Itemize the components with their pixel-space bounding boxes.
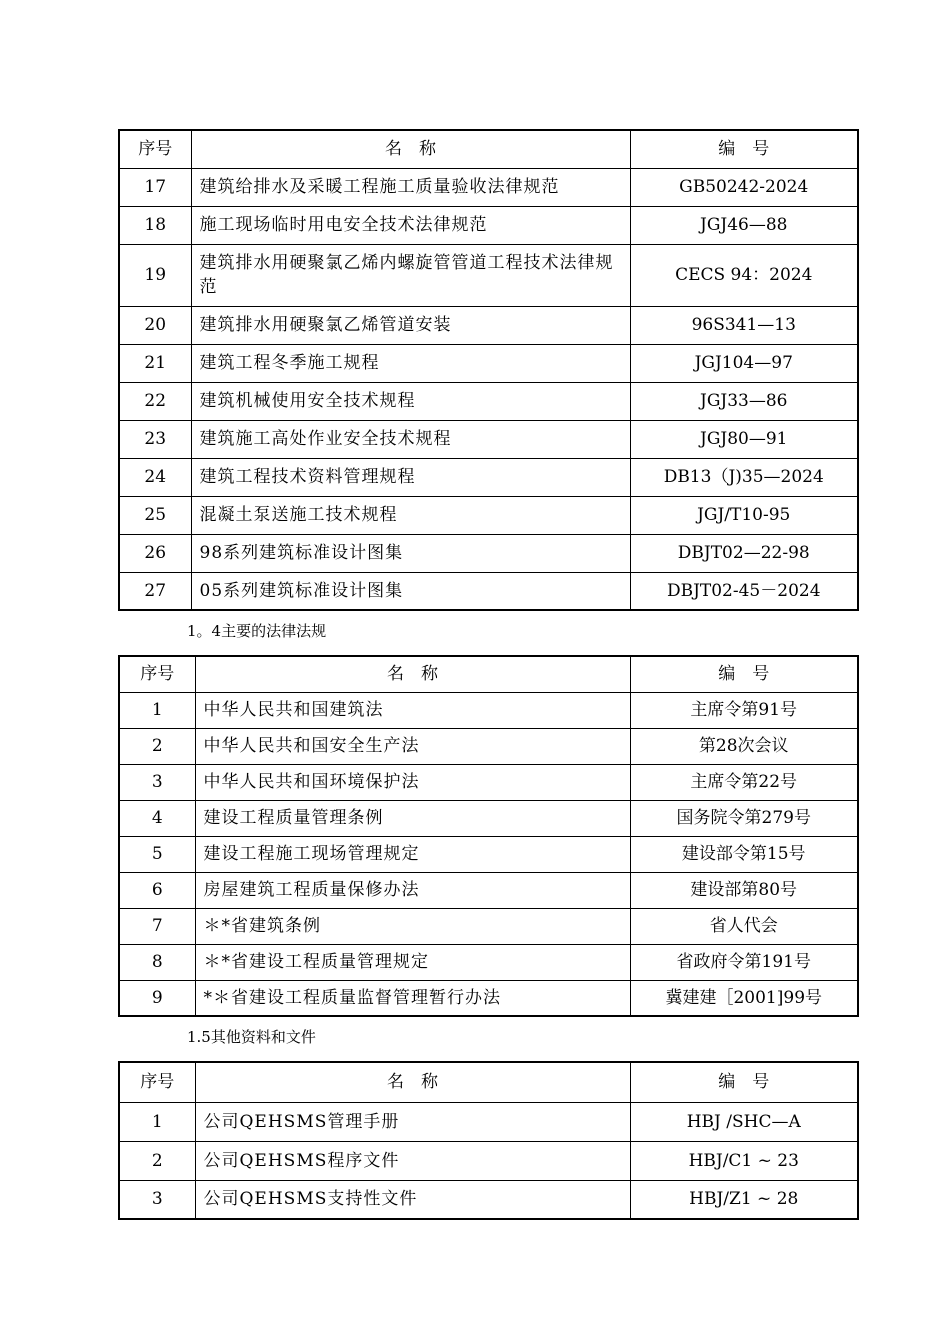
table-row (119, 944, 858, 980)
row-no: 4 (119, 800, 195, 836)
row-code: 省政府令第191号 (630, 944, 858, 980)
table-row (119, 908, 858, 944)
header-name: 名 称 (195, 656, 630, 692)
row-name: ＊*省建设工程质量管理规定 (195, 944, 630, 980)
table-row (119, 382, 858, 420)
row-code: GB50242-2024 (630, 168, 858, 206)
table-header-row (119, 656, 858, 692)
table-row (119, 764, 858, 800)
table-row (119, 872, 858, 908)
header-name: 名 称 (195, 1062, 630, 1102)
row-no: 1 (119, 692, 195, 728)
row-code: 主席令第22号 (630, 764, 858, 800)
row-code: JGJ104—97 (630, 344, 858, 382)
row-no: 6 (119, 872, 195, 908)
table-row (119, 980, 858, 1016)
row-no: 9 (119, 980, 195, 1016)
table-row (119, 728, 858, 764)
row-name: 建设工程施工现场管理规定 (195, 836, 630, 872)
row-name: 公司QEHSMS管理手册 (195, 1102, 630, 1141)
row-name: 混凝土泵送施工技术规程 (191, 496, 630, 534)
table-row (119, 572, 858, 610)
table-row (119, 800, 858, 836)
row-code: 国务院令第279号 (630, 800, 858, 836)
row-code: CECS 94：2024 (630, 244, 858, 306)
row-code: JGJ33—86 (630, 382, 858, 420)
table-row (119, 306, 858, 344)
table-row (119, 420, 858, 458)
row-name: 中华人民共和国建筑法 (195, 692, 630, 728)
row-name: 建设工程质量管理条例 (195, 800, 630, 836)
row-code: DB13（J)35—2024 (630, 458, 858, 496)
table-row (119, 344, 858, 382)
row-code: 建设部令第15号 (630, 836, 858, 872)
row-no: 1 (119, 1102, 195, 1141)
row-no: 5 (119, 836, 195, 872)
row-name: 建筑给排水及采暖工程施工质量验收法律规范 (191, 168, 630, 206)
table-row (119, 168, 858, 206)
row-name: 中华人民共和国安全生产法 (195, 728, 630, 764)
row-name: ＊*省建筑条例 (195, 908, 630, 944)
header-no: 序号 (119, 656, 195, 692)
row-code: HBJ /SHC—A (630, 1102, 858, 1141)
table-row (119, 1141, 858, 1180)
row-code: 省人代会 (630, 908, 858, 944)
row-code: 96S341—13 (630, 306, 858, 344)
row-no: 24 (119, 458, 191, 496)
row-no: 21 (119, 344, 191, 382)
header-no: 序号 (119, 130, 191, 168)
table-row (119, 244, 858, 306)
row-code: 冀建建［2001]99号 (630, 980, 858, 1016)
company-docs-table (118, 1061, 859, 1220)
standards-table (118, 129, 859, 611)
row-name: 建筑机械使用安全技术规程 (191, 382, 630, 420)
row-no: 26 (119, 534, 191, 572)
row-code: JGJ/T10-95 (630, 496, 858, 534)
row-name: 建筑工程技术资料管理规程 (191, 458, 630, 496)
row-no: 17 (119, 168, 191, 206)
header-name: 名 称 (191, 130, 630, 168)
row-no: 25 (119, 496, 191, 534)
table-row (119, 1180, 858, 1219)
table-row (119, 206, 858, 244)
row-name: 公司QEHSMS程序文件 (195, 1141, 630, 1180)
row-name: 98系列建筑标准设计图集 (191, 534, 630, 572)
row-name: 建筑工程冬季施工规程 (191, 344, 630, 382)
row-code: HBJ/C1 ~ 23 (630, 1141, 858, 1180)
table-row (119, 496, 858, 534)
row-no: 7 (119, 908, 195, 944)
table-header-row (119, 1062, 858, 1102)
row-name: 公司QEHSMS支持性文件 (195, 1180, 630, 1219)
table-row (119, 534, 858, 572)
row-code: JGJ46—88 (630, 206, 858, 244)
table-row (119, 1102, 858, 1141)
table-row (119, 458, 858, 496)
section-title-laws: 1。4主要的法律法规 (187, 622, 327, 640)
row-code: DBJT02-45－2024 (630, 572, 858, 610)
row-name: 房屋建筑工程质量保修办法 (195, 872, 630, 908)
row-name: 施工现场临时用电安全技术法律规范 (191, 206, 630, 244)
row-name: *＊省建设工程质量监督管理暂行办法 (195, 980, 630, 1016)
table-row (119, 836, 858, 872)
row-name: 05系列建筑标准设计图集 (191, 572, 630, 610)
row-no: 19 (119, 244, 191, 306)
header-code: 编 号 (630, 130, 858, 168)
row-no: 18 (119, 206, 191, 244)
row-name: 中华人民共和国环境保护法 (195, 764, 630, 800)
laws-table (118, 655, 859, 1017)
header-no: 序号 (119, 1062, 195, 1102)
row-code: HBJ/Z1 ~ 28 (630, 1180, 858, 1219)
row-code: DBJT02—22-98 (630, 534, 858, 572)
header-code: 编 号 (630, 656, 858, 692)
row-no: 3 (119, 1180, 195, 1219)
row-code: 第28次会议 (630, 728, 858, 764)
row-name: 建筑施工高处作业安全技术规程 (191, 420, 630, 458)
table-row (119, 692, 858, 728)
row-name: 建筑排水用硬聚氯乙烯内螺旋管管道工程技术法律规范 (191, 244, 630, 306)
row-no: 8 (119, 944, 195, 980)
row-name: 建筑排水用硬聚氯乙烯管道安装 (191, 306, 630, 344)
row-no: 2 (119, 1141, 195, 1180)
row-no: 27 (119, 572, 191, 610)
row-no: 2 (119, 728, 195, 764)
row-code: 主席令第91号 (630, 692, 858, 728)
row-code: JGJ80—91 (630, 420, 858, 458)
row-no: 23 (119, 420, 191, 458)
row-no: 3 (119, 764, 195, 800)
row-no: 22 (119, 382, 191, 420)
table-header-row (119, 130, 858, 168)
row-code: 建设部第80号 (630, 872, 858, 908)
header-code: 编 号 (630, 1062, 858, 1102)
row-no: 20 (119, 306, 191, 344)
section-title-other-docs: 1.5其他资料和文件 (187, 1028, 316, 1046)
